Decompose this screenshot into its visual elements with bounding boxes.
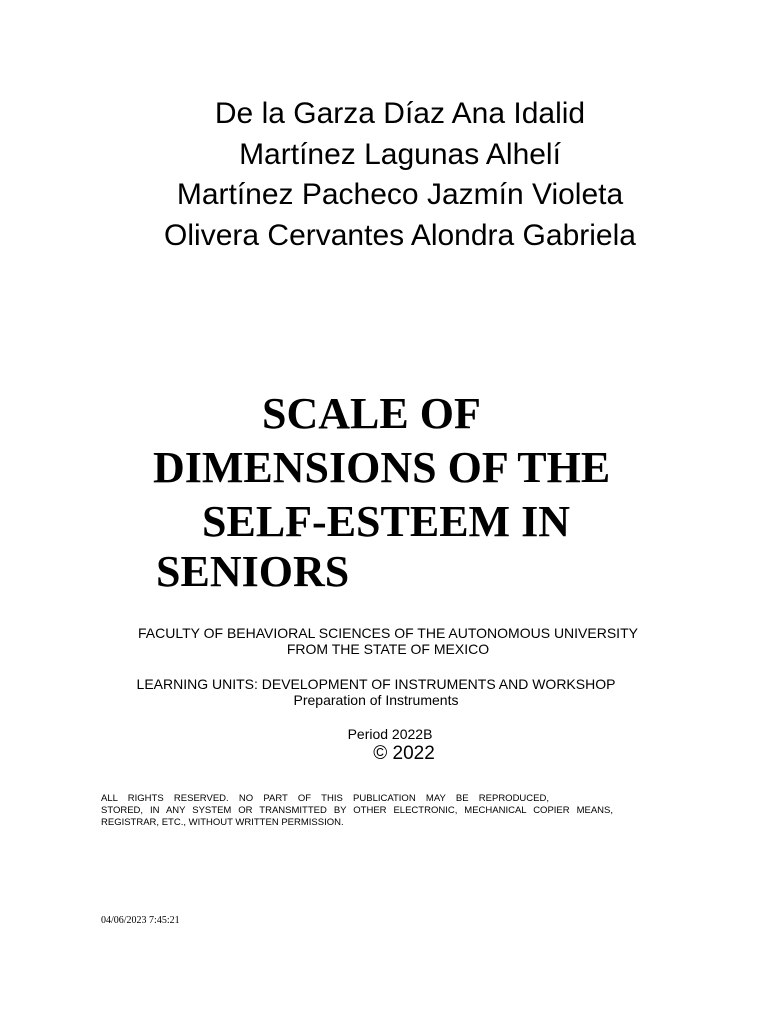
author-name: Olivera Cervantes Alondra Gabriela: [164, 218, 636, 252]
title-line: SELF-ESTEEM IN: [202, 497, 570, 546]
rights-line: REGISTRAR, ETC., WITHOUT WRITTEN PERMISSION.: [101, 817, 344, 828]
author-name: De la Garza Díaz Ana Idalid: [214, 97, 586, 130]
faculty-line: FACULTY OF BEHAVIORAL SCIENCES OF THE AUTONOMOUS UNIVERSITY: [138, 625, 638, 641]
timestamp: 04/06/2023 7:45:21: [101, 915, 180, 926]
copyright-label: © 2022: [373, 743, 435, 764]
rights-line: ALL RIGHTS RESERVED. NO PART OF THIS PUBLICATION MAY BE REPRODUCED,: [101, 793, 549, 804]
author-name: Martínez Pacheco Jazmín Violeta: [176, 178, 624, 211]
learning-units-line: LEARNING UNITS: DEVELOPMENT OF INSTRUMENTS AND WORKSHOP: [136, 676, 616, 692]
learning-units-subtitle: Preparation of Instruments: [293, 692, 459, 708]
rights-notice: [101, 793, 621, 829]
period-label: Period 2022B: [347, 726, 433, 742]
title-line: SENIORS: [156, 547, 350, 596]
rights-line: STORED, IN ANY SYSTEM OR TRANSMITTED BY OTHER ELECTRONIC, MECHANICAL COPIER MEANS,: [101, 805, 613, 816]
author-list: [0, 94, 768, 256]
author-name: Martínez Lagunas Alhelí: [239, 137, 561, 171]
faculty-line: FROM THE STATE OF MEXICO: [286, 641, 490, 657]
faculty-block: [0, 625, 768, 657]
learning-units-block: [0, 676, 752, 708]
title-line: SCALE OF: [262, 389, 481, 438]
title-line: DIMENSIONS OF THE: [153, 443, 611, 492]
